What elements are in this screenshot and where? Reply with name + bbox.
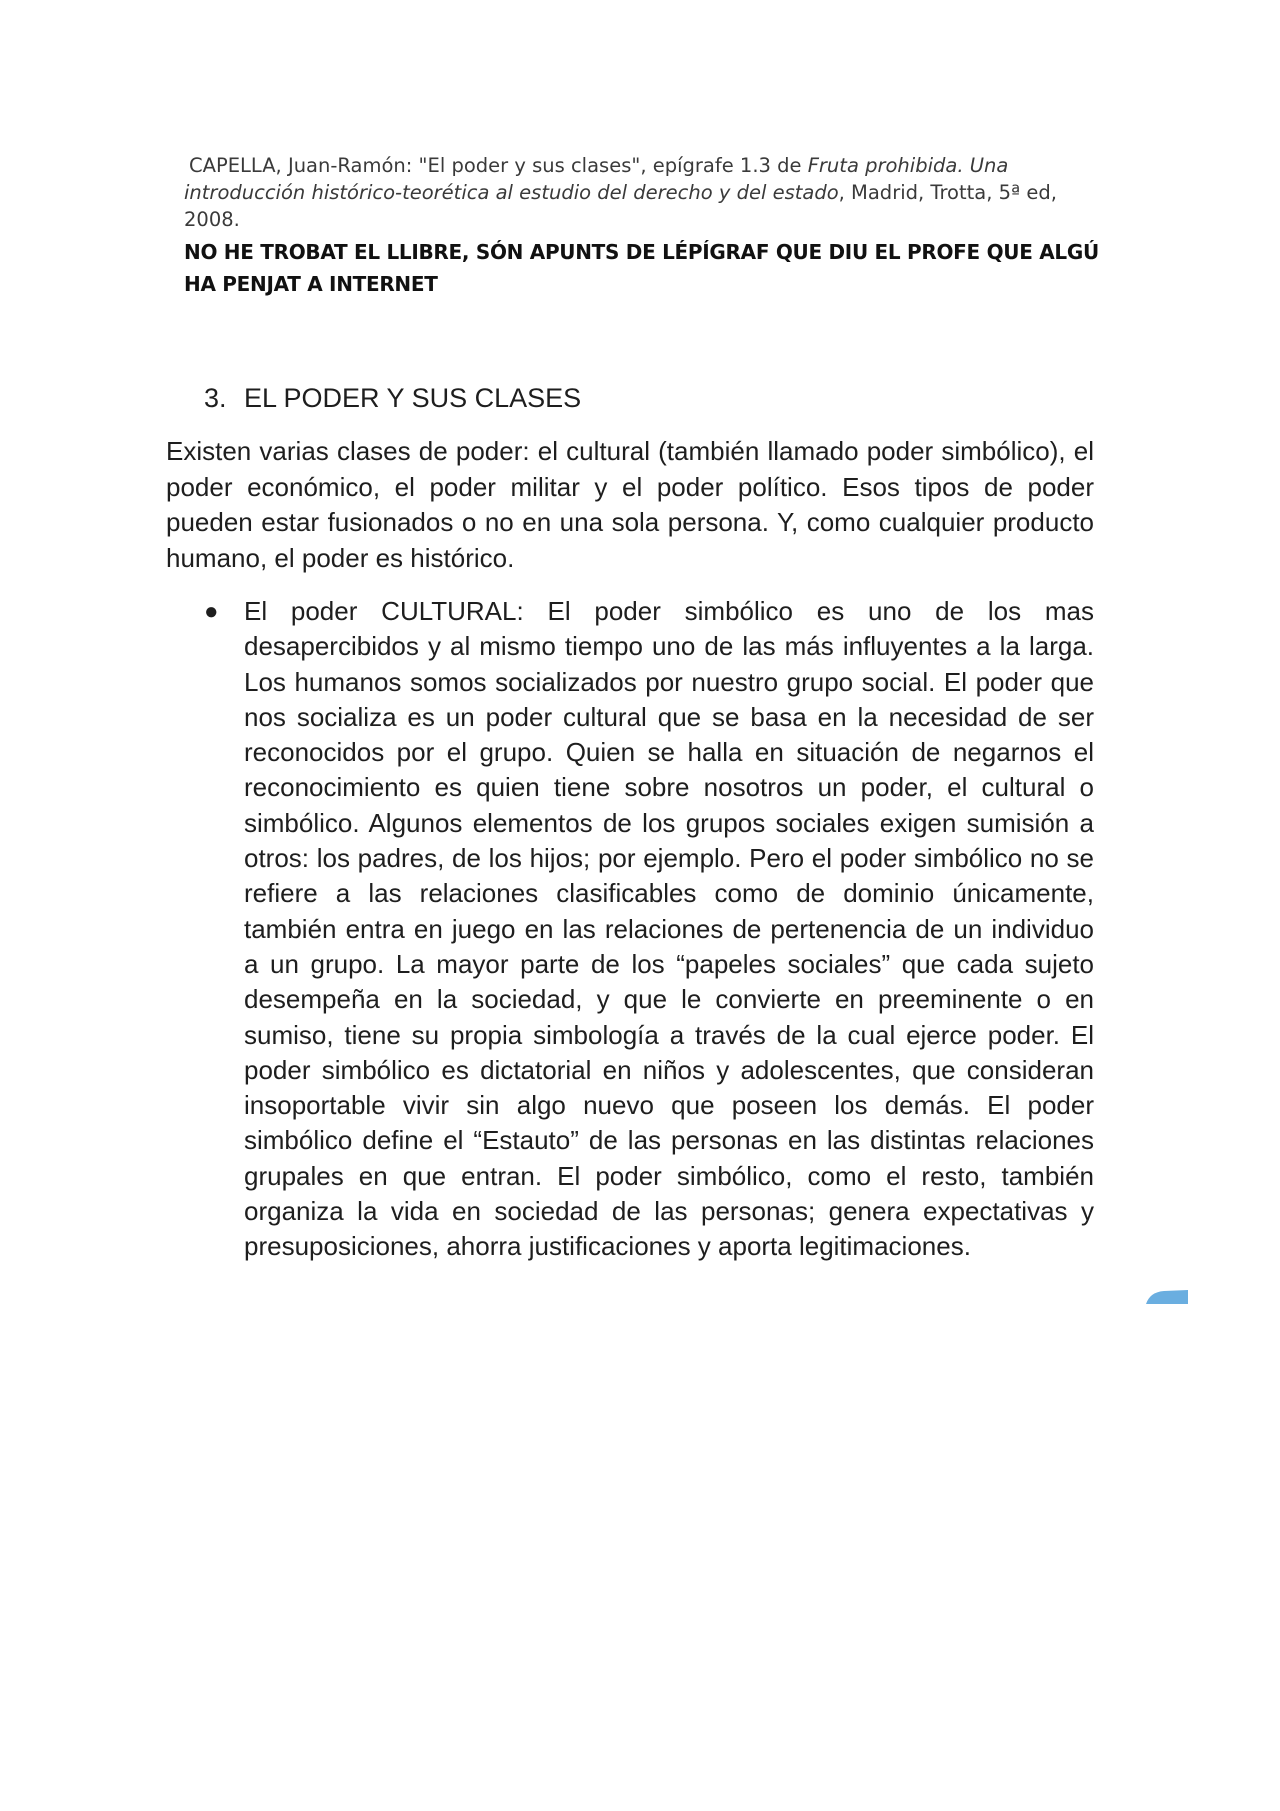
page-corner-mark-icon xyxy=(1146,1288,1188,1304)
bullet-dot-icon: ● xyxy=(204,598,219,625)
citation-author: CAPELLA, Juan-Ramón: xyxy=(189,154,419,177)
bullet-item-cultural-power xyxy=(204,594,1094,1265)
citation-publication: , Madrid, Trotta, 5ª ed, 2008. xyxy=(184,181,1057,231)
section-title: EL PODER Y SUS CLASES xyxy=(244,383,582,413)
bullet-list xyxy=(204,594,1094,1265)
section-heading xyxy=(204,381,581,415)
citation-book-title: Fruta prohibida. Una introducción histórico-teorética al estudio del derecho y del estado xyxy=(184,154,1009,204)
bibliographic-citation xyxy=(184,152,1114,233)
citation-chapter: "El poder y sus clases", epígrafe 1.3 de xyxy=(418,154,808,177)
student-note: NO HE TROBAT EL LLIBRE, SÓN APUNTS DE LÉPÍGRAF QUE DIU EL PROFE QUE ALGÚ HA PENJAT A INTERNET xyxy=(184,240,1099,296)
bullet-text: El poder CULTURAL: El poder simbólico es uno de los mas desapercibidos y al mismo tiempo uno de las más influyentes a la larga. Los humanos somos socializados por nuestro grupo social. El poder que nos socializa es un poder cultural que se basa en la necesidad de ser reconocidos por el grupo. Quien se halla en situación de negarnos el reconocimiento es quien tiene sobre nosotros un poder, el cultural o simbólico. Algunos elementos de los grupos sociales exigen sumisión a otros: los padres, de los hijos; por ejemplo. Pero el poder simbólico no se refiere a las relaciones clasificables como de dominio únicamente, también entra en juego en las relaciones de pertenencia de un individuo a un grupo. La mayor parte de los “papeles sociales” que cada sujeto desempeña en la sociedad, y que le convierte en preeminente o en sumiso, tiene su propia simbología a través de la cual ejerce poder. El poder simbólico es dictatorial en niños y adolescentes, que consideran insoportable vivir sin algo nuevo que poseen los demás. El poder simbólico define el “Estauto” de las personas en las distintas relaciones grupales en que entran. El poder simbólico, como el resto, también organiza la vida en sociedad de las personas; genera expectativas y presuposiciones, ahorra justificaciones y aporta legitimaciones. xyxy=(244,596,1094,1262)
section-number: 3. xyxy=(204,383,227,413)
intro-paragraph: Existen varias clases de poder: el cultural (también llamado poder simbólico), el poder económico, el poder militar y el poder político. Esos tipos de poder pueden estar fusionados o no en una sola persona. Y, como cualquier producto humano, el poder es histórico. xyxy=(166,436,1094,573)
